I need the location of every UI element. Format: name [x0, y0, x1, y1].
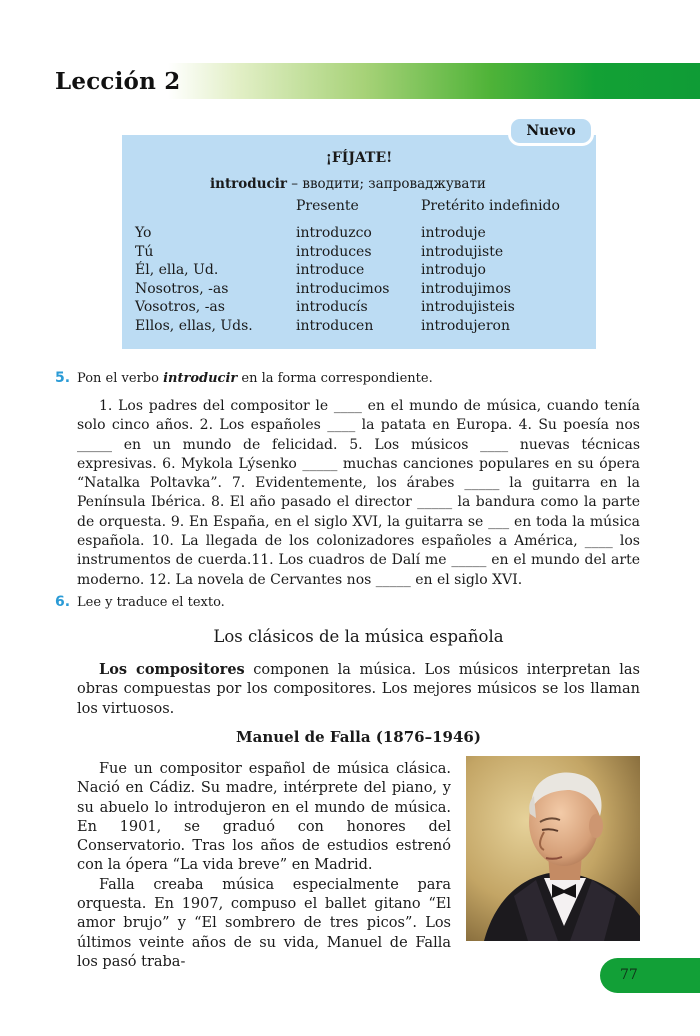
page-number: 77: [620, 967, 638, 983]
exercise-5-instruction: Pon el verbo introducir en la forma correspondiente.: [77, 371, 433, 386]
grammar-heading: ¡FÍJATE!: [325, 150, 393, 166]
pronoun: Él, ella, Ud.: [135, 262, 219, 278]
presente-form: introduces: [296, 243, 372, 260]
exercise-5-sentences: 1. Los padres del compositor le ____ en el mundo de música, cuando tenía solo cinco años. 2. Los españoles ____ la patata en Europa. 4. Su poesía nos _____ en un mundo de felicidad. 5. Los músicos ____ nuevas técnicas expresivas. 6. Mykola Lýsenko _____ muchas canciones populares en su ópera “Natalka Poltavka”. 7. Evidentemente, los árabes _____ la guitarra en la Península Ibérica. 8. El año pasado el director _____ la bandura como la parte de orquesta. 9. En España, en el siglo XVI, la guitarra se ___ en toda la música española. 10. La llegada de los colonizadores españoles a América, ____ los instrumentos de cuerda.11. Los cuadros de Dalí me _____ en el mundo del arte moderno. 12. La novela de Cervantes nos _____ en el siglo XVI.: [77, 398, 640, 588]
nuevo-tab: Nuevo: [508, 116, 594, 146]
exercise-6-instruction: Lee y traduce el texto.: [77, 595, 225, 610]
preterito-form: introdujo: [421, 262, 486, 278]
exercise-5-number: 5.: [55, 370, 71, 386]
article-title: Los clásicos de la música española: [213, 627, 504, 646]
conjugation-row: [135, 225, 560, 244]
verb-infinitive: introducir: [210, 176, 288, 192]
pronoun: Yo: [135, 225, 152, 241]
verb-translation: – вводити; запроваджувати: [287, 176, 486, 192]
pronoun: Vosotros, -as: [135, 299, 225, 315]
conjugation-row: [135, 281, 560, 300]
preterito-form: introdujeron: [421, 317, 510, 334]
page-number-tab: [600, 958, 700, 993]
presente-form: introducimos: [296, 280, 390, 297]
pronoun: Nosotros, -as: [135, 280, 229, 297]
exercise-5-text: [77, 397, 640, 590]
preterito-form: introduje: [421, 225, 486, 241]
exercise-6-number: 6.: [55, 594, 71, 610]
pronoun: Tú: [135, 243, 154, 260]
presente-form: introduce: [296, 262, 365, 278]
preterito-form: introdujisteis: [421, 299, 515, 315]
column-header-preterito: Pretérito indefinido: [421, 198, 560, 214]
conjugation-row: [135, 262, 560, 281]
column-header-presente: Presente: [296, 198, 359, 214]
biography-text: [77, 760, 451, 972]
intro-text: componen la música. Los músicos interpretan las obras compuestas por los compositores. Los mejores músicos se los llaman los virtuosos.: [77, 662, 640, 717]
presente-form: introducís: [296, 299, 368, 315]
instruction-verb: introducir: [163, 371, 238, 386]
verb-definition: [210, 176, 486, 192]
intro-bold: Los compositores: [99, 661, 245, 678]
presente-form: introduzco: [296, 225, 372, 241]
presente-form: introducen: [296, 317, 374, 334]
manuel-de-falla-portrait: [466, 756, 640, 941]
portrait-illustration: [466, 756, 640, 941]
pronoun: Ellos, ellas, Uds.: [135, 317, 253, 334]
biography-paragraph-1: Fue un compositor español de música clásica. Nació en Cádiz. Su madre, intérprete del piano, y su abuelo lo introdujeron en el mundo de música. En 1901, se graduó con honores del Conservatorio. Tras los años de estudios estrenó con la ópera “La vida breve” en Madrid.: [77, 761, 451, 874]
conjugation-row: [135, 244, 560, 263]
conjugation-row: [135, 299, 560, 318]
preterito-form: introdujimos: [421, 280, 511, 297]
section-title: Manuel de Falla (1876–1946): [236, 728, 481, 746]
conjugation-header-row: [135, 198, 560, 225]
conjugation-table: [135, 198, 560, 336]
article-intro: [77, 660, 640, 719]
conjugation-row: [135, 318, 560, 337]
biography-paragraph-2: Falla creaba música especialmente para orquesta. En 1907, compuso el ballet gitano “El amor brujo” y “El sombrero de tres picos”. Los últimos veinte años de su vida, Manuel de Falla los pasó traba-: [77, 876, 451, 970]
lesson-title: Lección 2: [55, 68, 181, 95]
preterito-form: introdujiste: [421, 243, 504, 260]
